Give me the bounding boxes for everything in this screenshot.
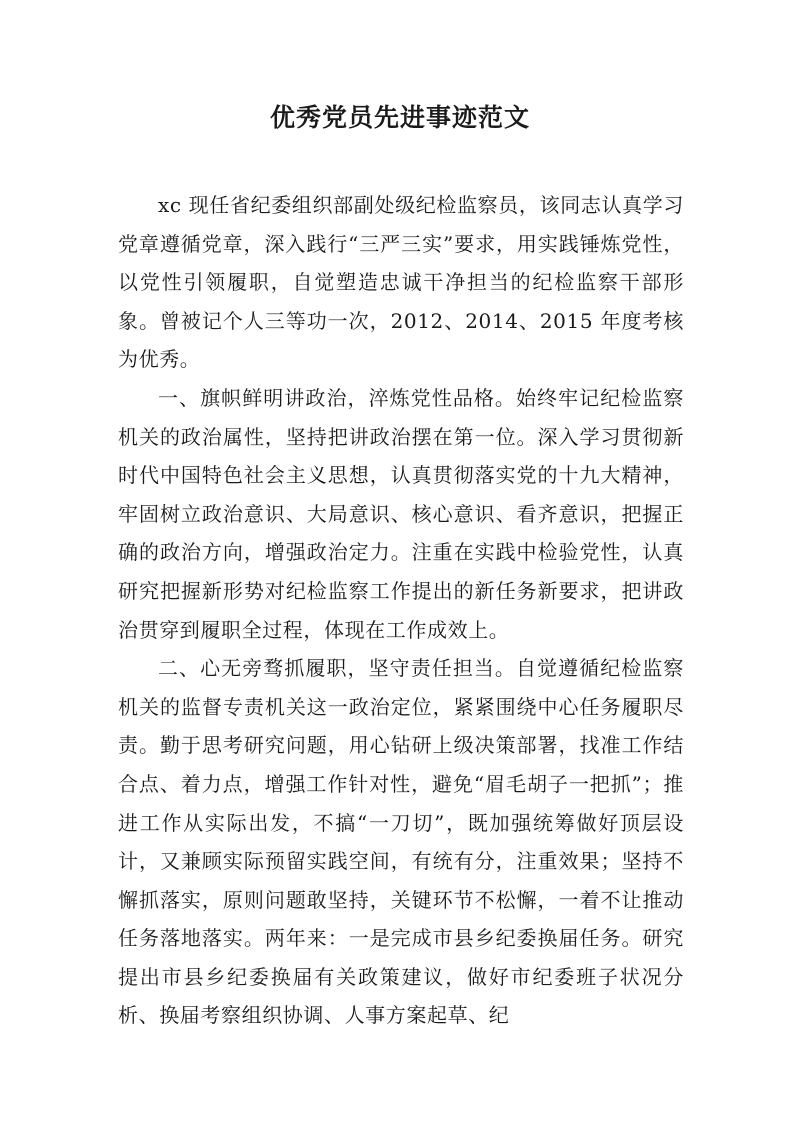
paragraph-politics: 一、旗帜鲜明讲政治，淬炼党性品格。始终牢记纪检监察机关的政治属性，坚持把讲政治摆在第一位。深入学习贯彻新时代中国特色社会主义思想，认真贯彻落实党的十九大精神，牢固树立政治意识、大局意识、核心意识、看齐意识，把握正确的政治方向，增强政治定力。注重在实践中检验党性，认真研究把握新形势对纪检监察工作提出的新任务新要求，把讲政治贯穿到履职全过程，体现在工作成效上。 [118, 385, 684, 642]
document-title: 优秀党员先进事迹范文 [269, 103, 530, 132]
paragraph-intro: xc 现任省纪委组织部副处级纪检监察员，该同志认真学习党章遵循党章，深入践行“三严三实”要求，用实践锤炼党性，以党性引领履职，自觉塑造忠诚干净担当的纪检监察干部形象。曾被记个人三等功一次，2012、2014、2015 年度考核为优秀。 [118, 193, 684, 372]
document-body [118, 186, 684, 1035]
paragraph-duty: 二、心无旁骛抓履职，坚守责任担当。自觉遵循纪检监察机关的监督专责机关这一政治定位，紧紧围绕中心任务履职尽责。勤于思考研究问题，用心钻研上级决策部署，找准工作结合点、着力点，增强工作针对性，避免“眉毛胡子一把抓”；推进工作从实际出发，不搞“一刀切”，既加强统筹做好顶层设计，又兼顾实际预留实践空间，有统有分，注重效果；坚持不懈抓落实，原则问题敢坚持，关键环节不松懈，一着不让推动任务落地落实。两年来：一是完成市县乡纪委换届任务。研究提出市县乡纪委换届有关政策建议，做好市纪委班子状况分析、换届考察组织协调、人事方案起草、纪 [118, 656, 684, 1028]
